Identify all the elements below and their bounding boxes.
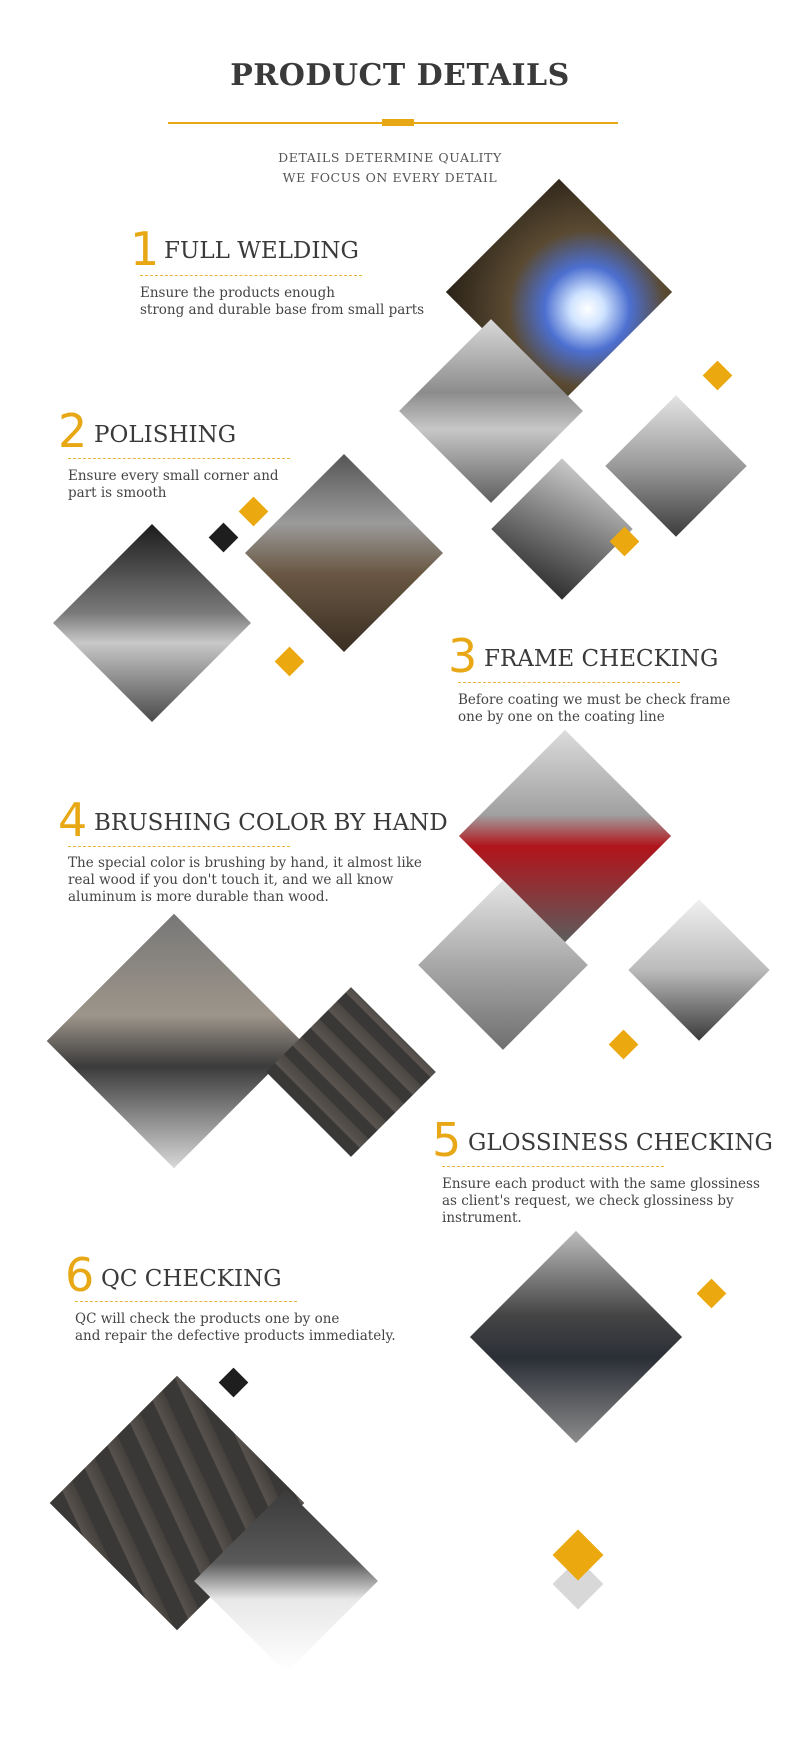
section-6-number: 6 — [65, 1248, 95, 1302]
section-2-title: POLISHING — [94, 422, 237, 448]
section-4-title: BRUSHING COLOR BY HAND — [94, 810, 448, 836]
gold-square-decoration — [697, 1279, 727, 1309]
section-3-title: FRAME CHECKING — [484, 646, 719, 672]
section-1-number: 1 — [130, 222, 160, 276]
gold-square-decoration — [609, 1030, 639, 1060]
section-6-divider — [75, 1301, 297, 1302]
section-6-title: QC CHECKING — [101, 1266, 282, 1292]
dark-square-decoration — [209, 523, 239, 553]
section-1-title: FULL WELDING — [164, 238, 359, 264]
section-4-number: 4 — [58, 793, 88, 847]
section-4-divider — [68, 846, 290, 847]
section-3-divider — [458, 682, 680, 683]
gold-square-decoration — [703, 361, 733, 391]
stacked-chairs-photo — [628, 899, 769, 1040]
welded-part-photo — [605, 395, 746, 536]
polished-corner-photo — [53, 524, 251, 722]
title-divider-accent — [382, 119, 414, 126]
gold-square-decoration — [275, 647, 305, 677]
section-5-description: Ensure each product with the same glossiness as client's request, we check glossiness by instrument. — [442, 1176, 760, 1226]
section-1-divider — [140, 275, 362, 276]
brushing-photo — [47, 914, 302, 1169]
section-2-number: 2 — [58, 404, 88, 458]
section-2-description: Ensure every small corner and part is smooth — [68, 468, 279, 501]
section-1-description: Ensure the products enough strong and durable base from small parts — [140, 285, 425, 318]
section-5-divider — [442, 1166, 664, 1167]
section-6-description: QC will check the products one by one and repair the defective products immediately. — [75, 1311, 396, 1344]
section-3-number: 3 — [448, 629, 478, 683]
glossmeter-photo — [470, 1231, 682, 1443]
section-5-title: GLOSSINESS CHECKING — [468, 1130, 773, 1156]
tagline-line-2: WE FOCUS ON EVERY DETAIL — [282, 170, 498, 185]
section-5-number: 5 — [432, 1113, 462, 1167]
tagline-line-1: DETAILS DETERMINE QUALITY — [278, 150, 502, 165]
page-title: PRODUCT DETAILS — [230, 58, 570, 93]
section-2-divider — [68, 458, 290, 459]
section-4-description: The special color is brushing by hand, it almost like real wood if you don't touch it, and we all know aluminum is more durable than wood. — [68, 855, 422, 905]
section-3-description: Before coating we must be check frame one by one on the coating line — [458, 692, 731, 725]
dark-square-decoration — [219, 1368, 249, 1398]
gold-diamond-decoration — [553, 1530, 604, 1581]
wood-grain-photo — [266, 987, 436, 1157]
